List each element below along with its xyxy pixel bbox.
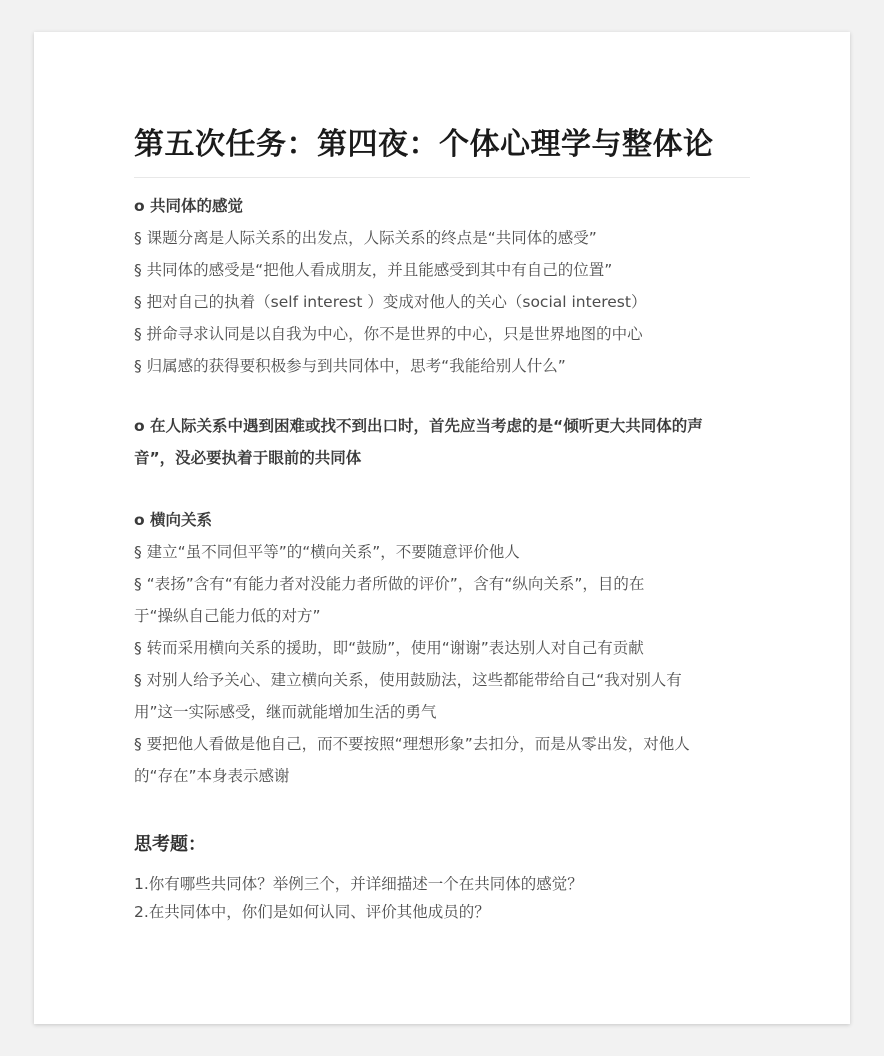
section-heading-larger-community-cont: 音”，没必要执着于眼前的共同体: [134, 449, 362, 467]
bullet-item: § 拼命寻求认同是以自我为中心，你不是世界的中心，只是世界地图的中心: [134, 325, 643, 343]
bullet-item: § “表扬”含有“有能力者对没能力者所做的评价”，含有“纵向关系”，目的在: [134, 575, 645, 593]
title-divider: [134, 177, 750, 178]
bullet-item: § 转而采用横向关系的援助，即“鼓励”，使用“谢谢”表达别人对自己有贡献: [134, 639, 644, 657]
bullet-item-cont: 用”这一实际感受，继而就能增加生活的勇气: [134, 703, 437, 721]
thinking-questions-title: 思考题：: [134, 834, 206, 855]
bullet-item: § 建立“虽不同但平等”的“横向关系”，不要随意评价他人: [134, 543, 520, 561]
bullet-item: § 共同体的感受是“把他人看成朋友，并且能感受到其中有自己的位置”: [134, 261, 613, 279]
page-title: 第五次任务：第四夜：个体心理学与整体论: [134, 127, 714, 162]
thinking-question: 2.在共同体中，你们是如何认同、评价其他成员的？: [134, 903, 490, 921]
bullet-item: § 把对自己的执着（self interest ）变成对他人的关心（social interest）: [134, 293, 647, 311]
section-heading-community-feeling: o 共同体的感觉: [134, 197, 244, 215]
thinking-question: 1.你有哪些共同体？举例三个，并详细描述一个在共同体的感觉？: [134, 875, 583, 893]
bullet-item-cont: 于“操纵自己能力低的对方”: [134, 607, 321, 625]
section-heading-larger-community: o 在人际关系中遇到困难或找不到出口时，首先应当考虑的是“倾听更大共同体的声: [134, 417, 703, 435]
bullet-item: § 要把他人看做是他自己，而不要按照“理想形象”去扣分，而是从零出发，对他人: [134, 735, 690, 753]
bullet-item-cont: 的“存在”本身表示感谢: [134, 767, 290, 785]
section-heading-horizontal-relations: o 横向关系: [134, 511, 213, 529]
bullet-item: § 对别人给予关心、建立横向关系，使用鼓励法，这些都能带给自己“我对别人有: [134, 671, 682, 689]
document-page: [34, 32, 850, 1024]
bullet-item: § 课题分离是人际关系的出发点，人际关系的终点是“共同体的感受”: [134, 229, 597, 247]
bullet-item: § 归属感的获得要积极参与到共同体中，思考“我能给别人什么”: [134, 357, 566, 375]
